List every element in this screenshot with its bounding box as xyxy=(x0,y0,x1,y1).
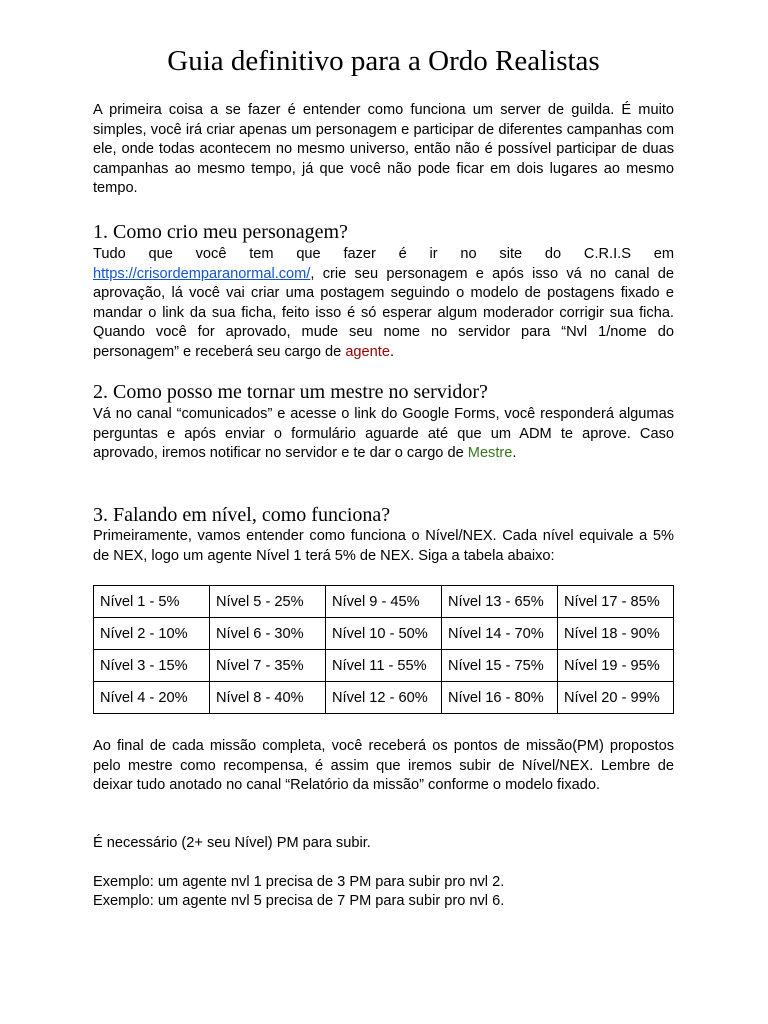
table-cell: Nível 11 - 55% xyxy=(326,650,442,682)
level-table xyxy=(93,585,674,714)
table-row xyxy=(94,650,674,682)
table-cell: Nível 13 - 65% xyxy=(442,586,558,618)
agente-role-text: agente xyxy=(345,343,390,360)
section1-text-after-link: , crie seu personagem e após isso vá no canal de aprovação, lá você vai criar uma postagem seguindo o modelo de postagens fixado e mandar o link da sua ficha, feito isso é só esperar algum moderador corrigir sua ficha. Quando você for aprovado, mude seu nome no servidor para “Nvl 1/nome do personagem” e receberá seu cargo de xyxy=(93,265,674,360)
intro-paragraph: A primeira coisa a se fazer é entender como funciona um server de guilda. É muito simples, você irá criar apenas um personagem e participar de diferentes campanhas com ele, onde todas acontecem no mesmo universo, então não é possível participar de duas campanhas ao mesmo tempo, já que você não pode ficar em dois lugares ao mesmo tempo. xyxy=(93,102,674,196)
example-1-text: Exemplo: um agente nvl 1 precisa de 3 PM para subir pro nvl 2. xyxy=(93,874,505,890)
section1-text-before-link: Tudo que você tem que fazer é ir no site do C.R.I.S em xyxy=(93,246,674,262)
table-cell: Nível 20 - 99% xyxy=(558,682,674,714)
section1-paragraph xyxy=(93,245,674,362)
table-cell: Nível 4 - 20% xyxy=(94,682,210,714)
section3-heading: 3. Falando em nível, como funciona? xyxy=(93,504,391,526)
table-cell: Nível 17 - 85% xyxy=(558,586,674,618)
table-cell: Nível 1 - 5% xyxy=(94,586,210,618)
section2-text: Vá no canal “comunicados” e acesse o link do Google Forms, você responderá algumas perguntas e após enviar o formulário aguarde até que um ADM te aprove. Caso aprovado, iremos notificar no servidor e te dar o cargo de xyxy=(93,406,674,461)
section2-end: . xyxy=(512,445,517,461)
section1-heading: 1. Como crio meu personagem? xyxy=(93,221,348,243)
table-row xyxy=(94,682,674,714)
table-row xyxy=(94,586,674,618)
section1-end: . xyxy=(389,343,395,360)
cris-site-link[interactable]: https://crisordemparanormal.com/ xyxy=(93,265,311,282)
section3-paragraph: Primeiramente, vamos entender como funciona o Nível/NEX. Cada nível equivale a 5% de NEX, logo um agente Nível 1 terá 5% de NEX. Siga a tabela abaixo: xyxy=(93,528,674,564)
table-cell: Nível 15 - 75% xyxy=(442,650,558,682)
table-cell: Nível 9 - 45% xyxy=(326,586,442,618)
section2-paragraph xyxy=(93,405,674,464)
table-cell: Nível 18 - 90% xyxy=(558,618,674,650)
section2-heading: 2. Como posso me tornar um mestre no servidor? xyxy=(93,381,488,403)
table-cell: Nível 12 - 60% xyxy=(326,682,442,714)
table-cell: Nível 19 - 95% xyxy=(558,650,674,682)
pm-rule-text: É necessário (2+ seu Nível) PM para subir. xyxy=(93,835,371,851)
table-cell: Nível 8 - 40% xyxy=(210,682,326,714)
table-cell: Nível 7 - 35% xyxy=(210,650,326,682)
table-row xyxy=(94,618,674,650)
page-title: Guia definitivo para a Ordo Realistas xyxy=(167,45,600,77)
table-cell: Nível 6 - 30% xyxy=(210,618,326,650)
table-cell: Nível 10 - 50% xyxy=(326,618,442,650)
mestre-role-text: Mestre xyxy=(467,445,513,461)
table-cell: Nível 5 - 25% xyxy=(210,586,326,618)
example-2-text: Exemplo: um agente nvl 5 precisa de 7 PM para subir pro nvl 6. xyxy=(93,893,505,909)
table-cell: Nível 3 - 15% xyxy=(94,650,210,682)
table-cell: Nível 2 - 10% xyxy=(94,618,210,650)
table-cell: Nível 16 - 80% xyxy=(442,682,558,714)
after-table-paragraph: Ao final de cada missão completa, você receberá os pontos de missão(PM) propostos pelo mestre como recompensa, é assim que iremos subir de Nível/NEX. Lembre de deixar tudo anotado no canal “Relatório da missão” conforme o modelo fixado. xyxy=(93,738,674,793)
table-cell: Nível 14 - 70% xyxy=(442,618,558,650)
